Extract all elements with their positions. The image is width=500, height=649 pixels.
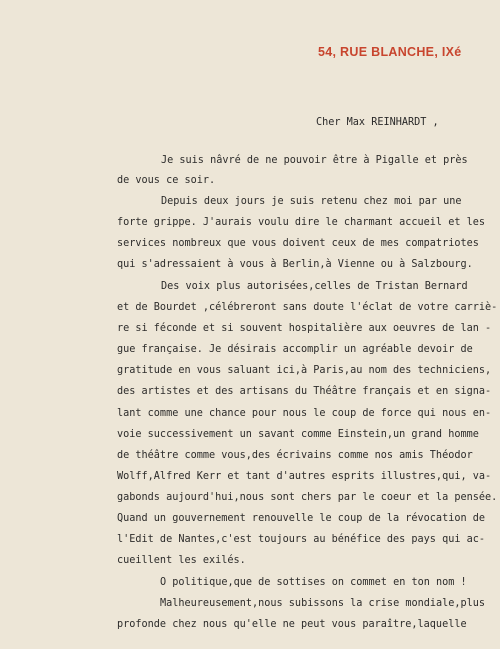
letter-line: Wolff,Alfred Kerr et tant d'autres esprits illustres,qui, va- <box>117 471 492 482</box>
letter-line: et de Bourdet ,célébreront sans doute l'éclat de votre carriè- <box>117 302 498 313</box>
letter-line: Depuis deux jours je suis retenu chez moi par une <box>161 196 462 207</box>
letter-line: re si féconde et si souvent hospitalière aux oeuvres de lan - <box>117 323 492 334</box>
letter-line: gratitude en vous saluant ici,à Paris,au nom des techniciens, <box>117 365 492 376</box>
letterhead-address: 54, RUE BLANCHE, IXé <box>318 45 462 59</box>
letter-line: des artistes et des artisans du Théâtre français et en signa- <box>117 386 492 397</box>
letter-line: Je suis nâvré de ne pouvoir être à Pigalle et près <box>161 155 468 166</box>
letter-line: de théâtre comme vous,des écrivains comme nos amis Théodor <box>117 450 473 461</box>
letter-line: services nombreux que vous doivent ceux de mes compatriotes <box>117 238 479 249</box>
letter-line: l'Edit de Nantes,c'est toujours au bénéfice des pays qui ac- <box>117 534 486 545</box>
letter-line: voie successivement un savant comme Einstein,un grand homme <box>117 429 479 440</box>
letter-line: cueillent les exilés. <box>117 555 246 566</box>
letter-line: Quand un gouvernement renouvelle le coup de la révocation de <box>117 513 486 524</box>
letter-line: forte grippe. J'aurais voulu dire le charmant accueil et les <box>117 217 486 228</box>
letter-line: qui s'adressaient à vous à Berlin,à Vienne ou à Salzbourg. <box>117 259 473 270</box>
letter-line: O politique,que de sottises on commet en ton nom ! <box>160 577 467 588</box>
letter-line: profonde chez nous qu'elle ne peut vous paraître,laquelle <box>117 619 467 630</box>
letter-line: Malheureusement,nous subissons la crise mondiale,plus <box>160 598 486 609</box>
letter-line: gabonds aujourd'hui,nous sont chers par le coeur et la pensée. <box>117 492 498 503</box>
letter-line: Des voix plus autorisées,celles de Tristan Bernard <box>161 281 468 292</box>
letter-line: de vous ce soir. <box>117 175 216 186</box>
letter-line: lant comme une chance pour nous le coup de force qui nous en- <box>117 408 492 419</box>
letter-line: gue française. Je désirais accomplir un agréable devoir de <box>117 344 473 355</box>
salutation: Cher Max REINHARDT , <box>316 117 439 128</box>
